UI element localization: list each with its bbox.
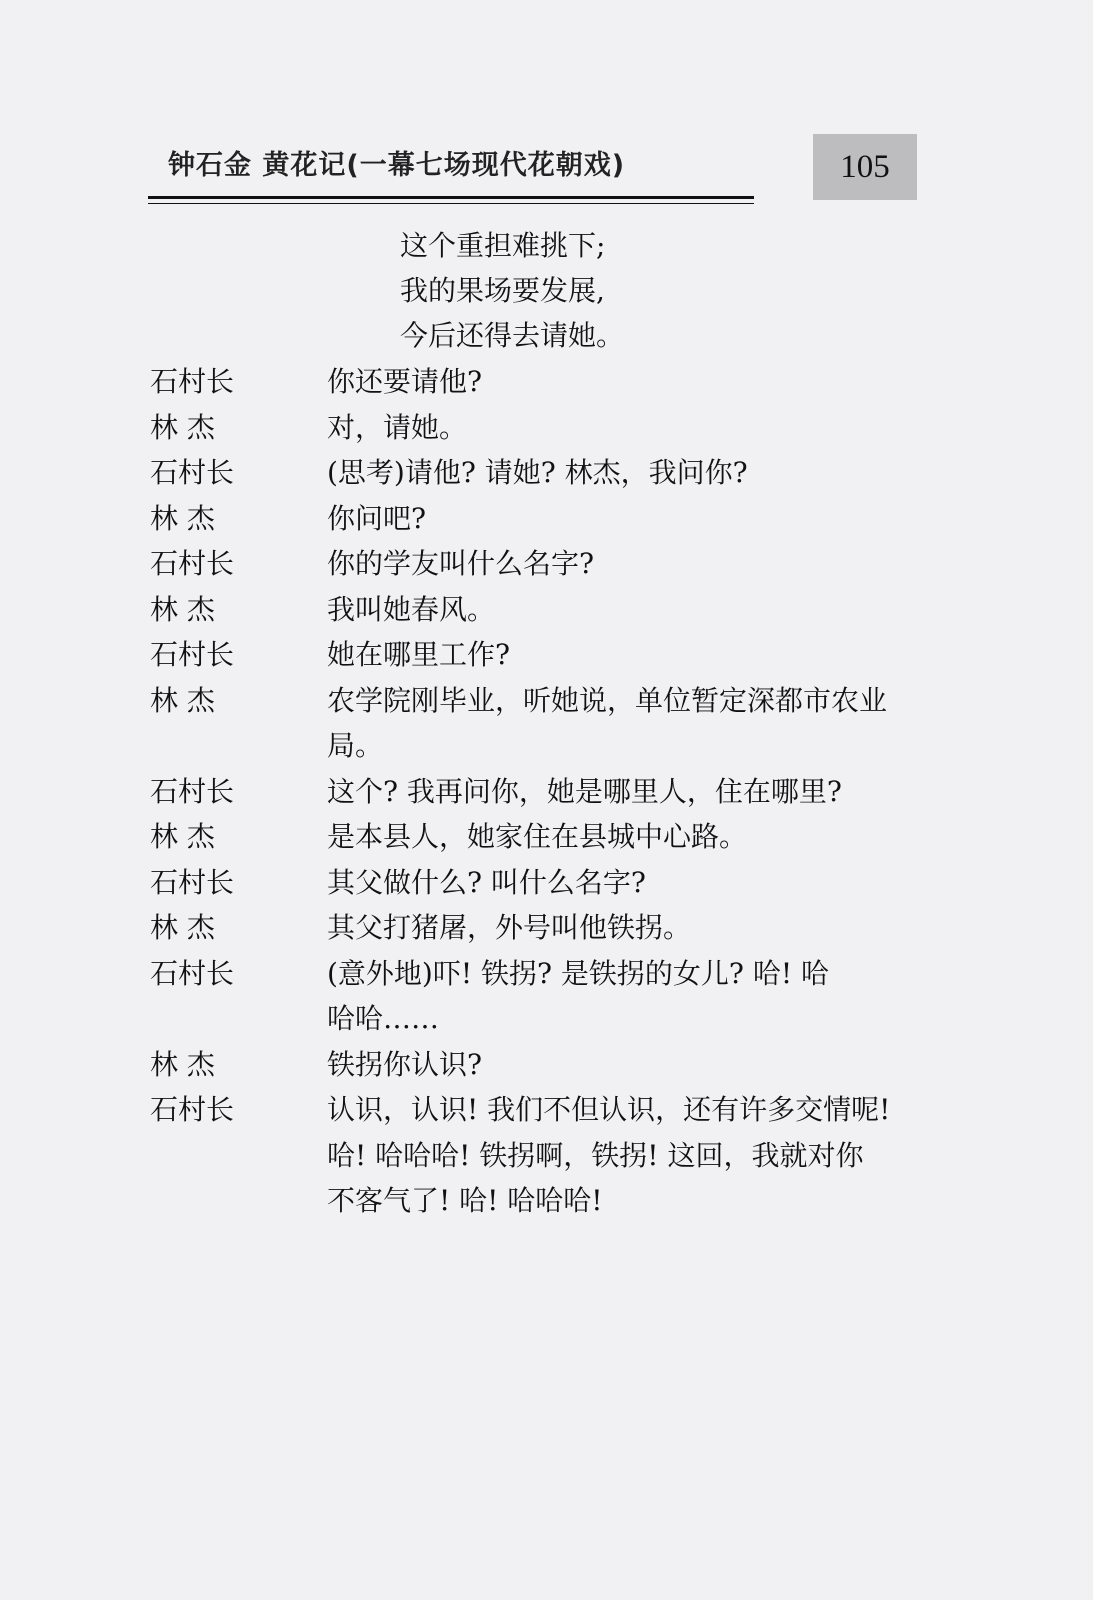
page-number: 105 (813, 134, 917, 200)
speaker-name: 林 杰 (150, 820, 215, 853)
speech-line: 是本县人，她家住在县城中心路。 (327, 820, 748, 853)
speaker-name: 石村长 (150, 957, 235, 990)
speaker-name: 石村长 (150, 456, 235, 489)
verse-line: 今后还得去请她。 (400, 319, 625, 352)
speaker-name: 林 杰 (150, 593, 215, 626)
speech-line: 你还要请他? (327, 365, 483, 398)
verse-line: 我的果场要发展, (400, 274, 605, 307)
speech-line: 她在哪里工作? (327, 638, 511, 671)
speech-line: 哈! 哈哈哈! 铁拐啊，铁拐! 这回，我就对你 (327, 1139, 864, 1172)
speaker-name: 林 杰 (150, 411, 215, 444)
speech-line: 哈哈…… (327, 1002, 440, 1035)
speaker-name: 石村长 (150, 547, 235, 580)
header-rule-thin (148, 203, 754, 204)
speech-line: 农学院刚毕业，听她说，单位暂定深都市农业 (327, 684, 888, 717)
speaker-name: 石村长 (150, 775, 235, 808)
speech-line: 铁拐你认识? (327, 1048, 483, 1081)
speaker-name: 石村长 (150, 365, 235, 398)
verse-line: 这个重担难挑下; (400, 229, 606, 262)
speech-line: 对，请她。 (327, 411, 468, 444)
speaker-name: 石村长 (150, 866, 235, 899)
speech-line: 认识，认识! 我们不但认识，还有许多交情呢! (327, 1093, 891, 1126)
speech-line: 你问吧? (327, 502, 427, 535)
speech-line: (意外地)吓! 铁拐? 是铁拐的女儿? 哈! 哈 (327, 957, 829, 990)
header-rule-thick (148, 196, 754, 199)
running-header-title: 钟石金 黄花记(一幕七场现代花朝戏) (168, 150, 626, 181)
speaker-name: 林 杰 (150, 1048, 215, 1081)
speech-line: 局。 (327, 729, 384, 762)
speech-line: 其父做什么? 叫什么名字? (327, 866, 646, 899)
speech-line: 其父打猪屠，外号叫他铁拐。 (327, 911, 692, 944)
speech-line: (思考)请他? 请她? 林杰，我问你? (327, 456, 748, 489)
speech-line: 你的学友叫什么名字? (327, 547, 595, 580)
speaker-name: 石村长 (150, 1093, 235, 1126)
speech-line: 这个? 我再问你，她是哪里人，住在哪里? (327, 775, 842, 808)
speech-line: 我叫她春风。 (327, 593, 496, 626)
speaker-name: 林 杰 (150, 911, 215, 944)
speaker-name: 林 杰 (150, 684, 215, 717)
speaker-name: 林 杰 (150, 502, 215, 535)
speaker-name: 石村长 (150, 638, 235, 671)
speech-line: 不客气了! 哈! 哈哈哈! (327, 1184, 603, 1217)
